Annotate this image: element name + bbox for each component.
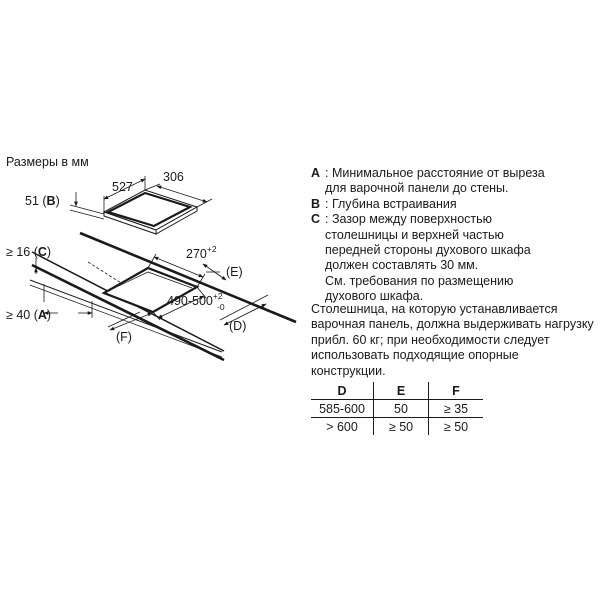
legend — [311, 166, 596, 305]
legend-key: B — [311, 196, 321, 211]
cutout-width-label: $490-500^{+2}$ -0 — [167, 291, 225, 312]
table-cell: ≥ 35 — [429, 400, 484, 418]
table-row — [311, 400, 483, 418]
legend-text: См. требования по размещению — [325, 273, 514, 288]
table-cell: 50 — [374, 400, 429, 418]
label-e: (E) — [226, 265, 243, 279]
legend-key: C — [311, 212, 321, 227]
label-f: (F) — [116, 330, 132, 344]
table-cell: > 600 — [311, 418, 374, 436]
legend-item-c — [311, 212, 596, 227]
legend-text: : Глубина встраивания — [325, 196, 457, 211]
table-cell: ≥ 50 — [429, 418, 484, 436]
legend-text: передней стороны духового шкафа — [325, 243, 531, 258]
hob-height-label: 51 (B) — [25, 194, 60, 208]
legend-text: для варочной панели до стены. — [325, 181, 509, 196]
table-header: E — [374, 382, 429, 400]
diagram-title: Размеры в мм — [6, 155, 89, 169]
legend-item-b — [311, 197, 596, 212]
legend-key: A — [311, 166, 321, 180]
hob-unit — [104, 190, 197, 234]
legend-item-a — [311, 166, 596, 181]
legend-text: : Минимальное расстояние от выреза — [325, 166, 545, 180]
hob-depth-label: 306 — [163, 170, 184, 184]
legend-text: духового шкафа. — [325, 289, 424, 304]
table-header: F — [429, 382, 484, 400]
table-header-row — [311, 382, 483, 400]
legend-text: : Зазор между поверхностью — [325, 212, 493, 227]
hob-width-label: 527 — [112, 180, 133, 194]
legend-text: столешницы и верхней частью — [325, 227, 504, 242]
gap-a-label: ≥ 40 (A) — [6, 308, 52, 322]
cutout-depth-label: $270^{+2}$ — [186, 244, 217, 261]
load-note: Столешница, на которую устанавливается варочная панель, должна выдерживать нагрузку прибл. 60 кг; при необходимости следует использовать подходящие опорные конструкции. — [311, 302, 594, 378]
legend-text: должен составлять 30 мм. — [325, 258, 479, 273]
table-header: D — [311, 382, 374, 400]
gap-c-label: ≥ 16 (C) — [6, 245, 52, 259]
dimension-table — [311, 382, 483, 435]
table-cell: 585-600 — [311, 400, 374, 418]
label-d: (D) — [229, 319, 247, 333]
table-row — [311, 418, 483, 436]
table-cell: ≥ 50 — [374, 418, 429, 436]
